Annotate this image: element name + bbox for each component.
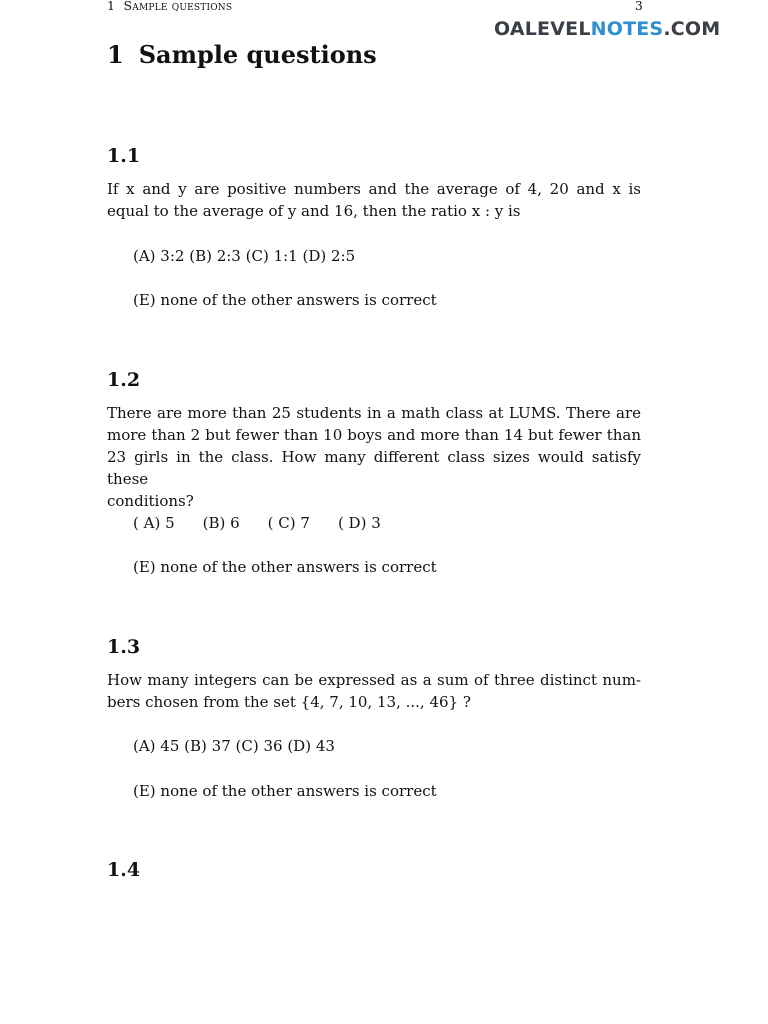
logo-part-com: .COM — [663, 18, 721, 40]
answer-option-d: ( D) 3 — [337, 514, 381, 532]
question-number-1-3: 1.3 — [107, 636, 141, 658]
chapter-number: 1 — [107, 40, 124, 69]
answer-option-c: ( C) 7 — [267, 514, 310, 532]
question-text-1-2 — [107, 402, 641, 512]
running-head-section — [107, 0, 232, 13]
answer-options-1-1: (A) 3:2 (B) 2:3 (C) 1:1 (D) 2:5 — [133, 247, 356, 265]
question-text-1-1 — [107, 178, 641, 222]
running-head-section-number: 1 — [107, 0, 116, 13]
question-text-1-3 — [107, 669, 641, 713]
question-number-1-4: 1.4 — [107, 859, 141, 881]
site-logo — [494, 18, 720, 40]
question-line: If x and y are positive numbers and the average of 4, 20 and x is — [107, 180, 641, 198]
question-line: conditions? — [107, 492, 194, 510]
answer-option-e-1-1: (E) none of the other answers is correct — [133, 291, 437, 309]
logo-part-oalevel: OALEVEL — [494, 18, 591, 40]
question-number-1-1: 1.1 — [107, 145, 141, 167]
page-number: 3 — [634, 0, 643, 13]
answer-option-e-1-3: (E) none of the other answers is correct — [133, 782, 437, 800]
question-line: equal to the average of y and 16, then the ratio x : y is — [107, 202, 521, 220]
answer-options-1-3: (A) 45 (B) 37 (C) 36 (D) 43 — [133, 737, 335, 755]
question-line: 23 girls in the class. How many different class sizes would satisfy these — [107, 448, 641, 488]
answer-option-e-1-2: (E) none of the other answers is correct — [133, 558, 437, 576]
running-head — [107, 0, 643, 14]
running-head-section-title: Sample questions — [123, 0, 233, 13]
page-title — [107, 40, 377, 69]
answer-options-1-2 — [133, 512, 381, 534]
answer-option-b: (B) 6 — [202, 514, 240, 532]
question-line: How many integers can be expressed as a sum of three distinct num- — [107, 671, 641, 689]
question-line: bers chosen from the set {4, 7, 10, 13, ..., 46} ? — [107, 693, 471, 711]
logo-part-notes: NOTES — [590, 18, 664, 40]
answer-option-a: ( A) 5 — [133, 514, 175, 532]
question-line: There are more than 25 students in a math class at LUMS. There are — [107, 404, 641, 422]
question-number-1-2: 1.2 — [107, 369, 141, 391]
chapter-title: Sample questions — [138, 40, 377, 69]
question-line: more than 2 but fewer than 10 boys and more than 14 but fewer than — [107, 426, 641, 444]
